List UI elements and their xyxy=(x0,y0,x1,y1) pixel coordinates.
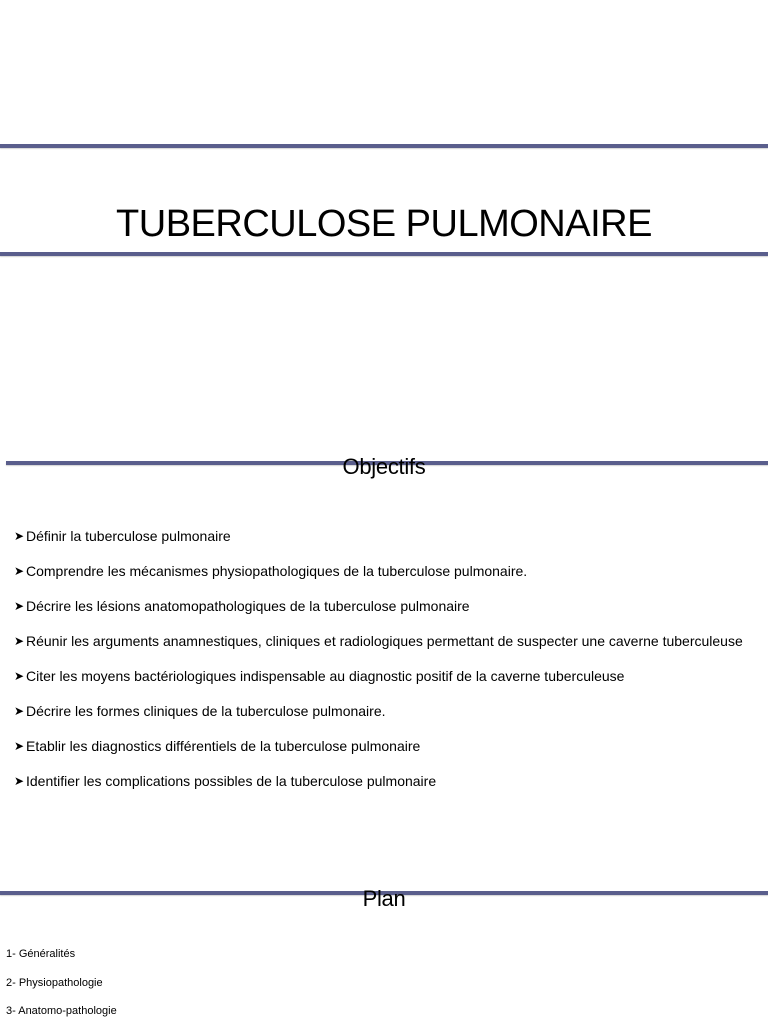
page-title: TUBERCULOSE PULMONAIRE xyxy=(116,203,652,245)
list-item xyxy=(14,768,754,795)
objective-text: Citer les moyens bactériologiques indispensable au diagnostic positif de la caverne tuberculeuse xyxy=(26,668,625,684)
list-item xyxy=(14,698,754,725)
list-item xyxy=(14,593,754,620)
objective-text: Réunir les arguments anamnestiques, cliniques et radiologiques permettant de suspecter une caverne tuberculeuse xyxy=(26,633,743,649)
plan-item: 2- Physiopathologie xyxy=(6,976,103,989)
arrow-bullet-icon: ➤ xyxy=(14,739,25,753)
plan-item: 3- Anatomo-pathologie xyxy=(6,1005,117,1017)
arrow-bullet-icon: ➤ xyxy=(14,529,25,543)
arrow-bullet-icon: ➤ xyxy=(14,669,25,683)
objective-text: Etablir les diagnostics différentiels de la tuberculose pulmonaire xyxy=(26,738,421,754)
objectives-list xyxy=(14,523,754,803)
objective-text: Définir la tuberculose pulmonaire xyxy=(26,528,231,544)
list-item xyxy=(14,558,754,585)
arrow-bullet-icon: ➤ xyxy=(14,704,25,718)
list-item xyxy=(14,733,754,760)
plan-list xyxy=(6,940,117,1026)
arrow-bullet-icon: ➤ xyxy=(14,774,25,788)
list-item xyxy=(14,663,754,690)
title-top-rule xyxy=(0,144,768,148)
list-item xyxy=(14,523,754,550)
objective-text: Identifier les complications possibles de la tuberculose pulmonaire xyxy=(26,773,437,789)
objective-text: Décrire les lésions anatomopathologiques de la tuberculose pulmonaire xyxy=(26,598,470,614)
arrow-bullet-icon: ➤ xyxy=(14,634,25,648)
arrow-bullet-icon: ➤ xyxy=(14,599,25,613)
arrow-bullet-icon: ➤ xyxy=(14,564,25,578)
objective-text: Décrire les formes cliniques de la tuberculose pulmonaire. xyxy=(26,703,386,719)
objective-text: Comprendre les mécanismes physiopathologiques de la tuberculose pulmonaire. xyxy=(26,563,528,579)
plan-heading: Plan xyxy=(362,886,406,911)
plan-item: 1- Généralités xyxy=(6,948,76,960)
title-bottom-rule xyxy=(0,252,768,256)
list-item xyxy=(14,628,754,655)
objectives-heading: Objectifs xyxy=(342,454,426,479)
